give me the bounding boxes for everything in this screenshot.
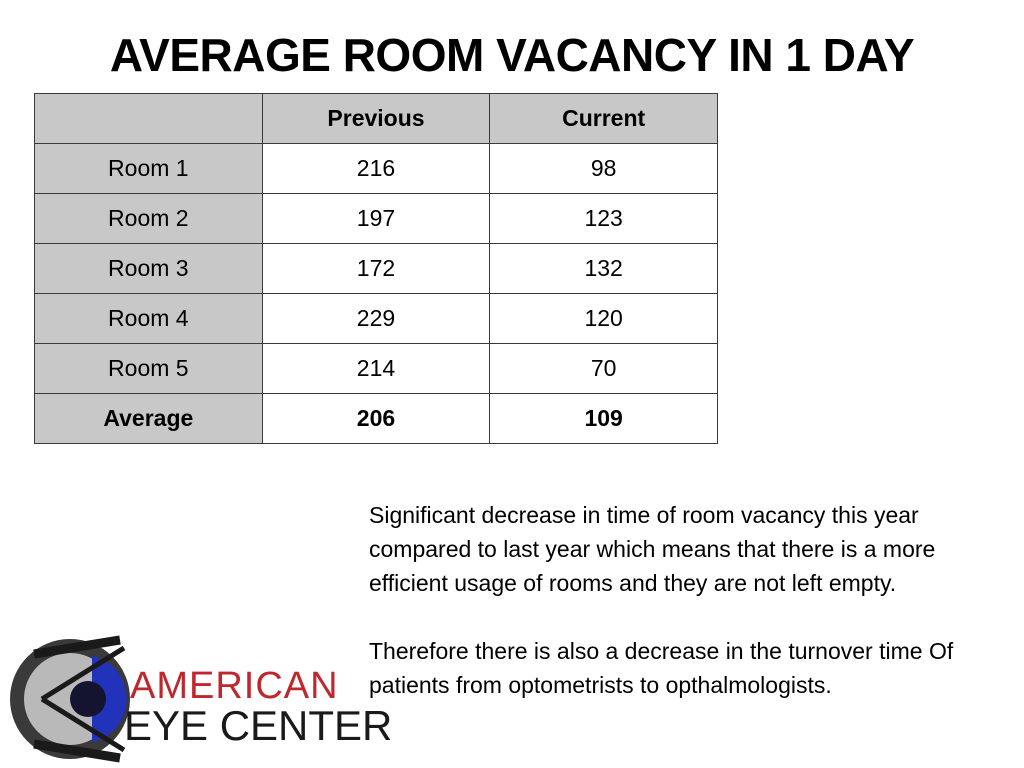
header-current: Current — [490, 94, 718, 144]
average-label: Average — [35, 394, 263, 444]
average-current: 109 — [490, 394, 718, 444]
table-row — [35, 294, 718, 344]
cell-current: 98 — [490, 144, 718, 194]
row-label: Room 3 — [35, 244, 263, 294]
average-previous: 206 — [262, 394, 490, 444]
table-row — [35, 144, 718, 194]
cell-current: 120 — [490, 294, 718, 344]
header-empty-cell — [35, 94, 263, 144]
cell-previous: 216 — [262, 144, 490, 194]
row-label: Room 5 — [35, 344, 263, 394]
logo-line2: EYE CENTER — [124, 702, 393, 749]
average-row — [35, 394, 718, 444]
header-previous: Previous — [262, 94, 490, 144]
table-header-row — [35, 94, 718, 144]
row-label: Room 4 — [35, 294, 263, 344]
cell-current: 132 — [490, 244, 718, 294]
eye-logo-icon — [4, 636, 393, 762]
summary-paragraph: Significant decrease in time of room vacancy this year compared to last year which means that there is a more efficient usage of rooms and they are not left empty. — [369, 502, 936, 596]
cell-current: 123 — [490, 194, 718, 244]
cell-current: 70 — [490, 344, 718, 394]
row-label: Room 2 — [35, 194, 263, 244]
american-eye-center-logo — [4, 636, 393, 762]
conclusion-paragraph: Therefore there is also a decrease in the turnover time Of patients from optometrists to opthalmologists. — [369, 638, 954, 698]
row-label: Room 1 — [35, 144, 263, 194]
table-row — [35, 194, 718, 244]
slide-title: AVERAGE ROOM VACANCY IN 1 DAY — [109, 29, 915, 81]
cell-previous: 229 — [262, 294, 490, 344]
cell-previous: 214 — [262, 344, 490, 394]
table-row — [35, 344, 718, 394]
logo-line1: AMERICAN — [130, 665, 339, 707]
cell-previous: 172 — [262, 244, 490, 294]
cell-previous: 197 — [262, 194, 490, 244]
vacancy-table — [34, 93, 718, 444]
table-row — [35, 244, 718, 294]
